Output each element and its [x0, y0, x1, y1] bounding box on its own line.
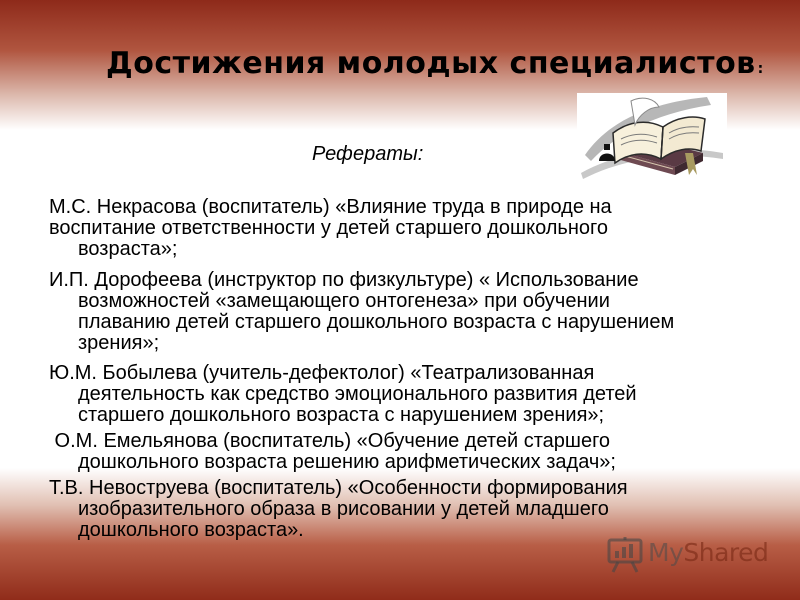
- entry-line: зрения»;: [78, 332, 160, 354]
- entry-line: О.М. Емельянова (воспитатель) «Обучение детей старшего: [49, 430, 611, 452]
- entry-line: возможностей «замещающего онтогенеза» при обучении: [78, 290, 610, 312]
- entry-line: дошкольного возраста решению арифметических задач»;: [78, 451, 616, 473]
- presentation-board-icon: [606, 536, 644, 574]
- entry-line: плаванию детей старшего дошкольного возраста с нарушением: [78, 311, 675, 333]
- title-text: Достижения молодых специалистов: [106, 46, 756, 81]
- entry-line: Т.В. Невоструева (воспитатель) «Особенности формирования: [49, 477, 628, 499]
- entry-dorofeeva: [49, 270, 674, 354]
- entry-line: Ю.М. Бобылева (учитель-дефектолог) «Театрализованная: [49, 362, 595, 384]
- entry-line: М.С. Некрасова (воспитатель) «Влияние труда в природе на: [49, 196, 612, 218]
- watermark-text: [648, 538, 768, 567]
- watermark-my: My: [648, 538, 684, 567]
- entry-line: старшего дошкольного возраста с нарушением зрения»;: [78, 404, 605, 426]
- entry-nekrasova: [49, 197, 612, 260]
- entry-nevostrueva: [49, 478, 628, 541]
- slide-title: [106, 46, 763, 81]
- entry-line: дошкольного возраста».: [78, 519, 304, 541]
- book-illustration: [577, 93, 727, 186]
- watermark-shared: Shared: [683, 538, 769, 567]
- entry-line: И.П. Дорофеева (инструктор по физкультуре) « Использование: [49, 269, 639, 291]
- entry-line: деятельность как средство эмоционального развития детей: [78, 383, 637, 405]
- section-heading: Рефераты:: [312, 143, 424, 165]
- entry-line: изобразительного образа в рисовании у детей младшего: [78, 498, 609, 520]
- entry-bobyleva: [49, 363, 637, 426]
- entry-emelyanova: [49, 431, 616, 473]
- open-book-with-inkwell-icon: [577, 93, 727, 186]
- title-colon: :: [757, 61, 764, 77]
- entry-line: воспитание ответственности у детей старшего дошкольного: [49, 217, 608, 239]
- myshared-watermark: [606, 536, 769, 576]
- entry-line: возраста»;: [78, 238, 178, 260]
